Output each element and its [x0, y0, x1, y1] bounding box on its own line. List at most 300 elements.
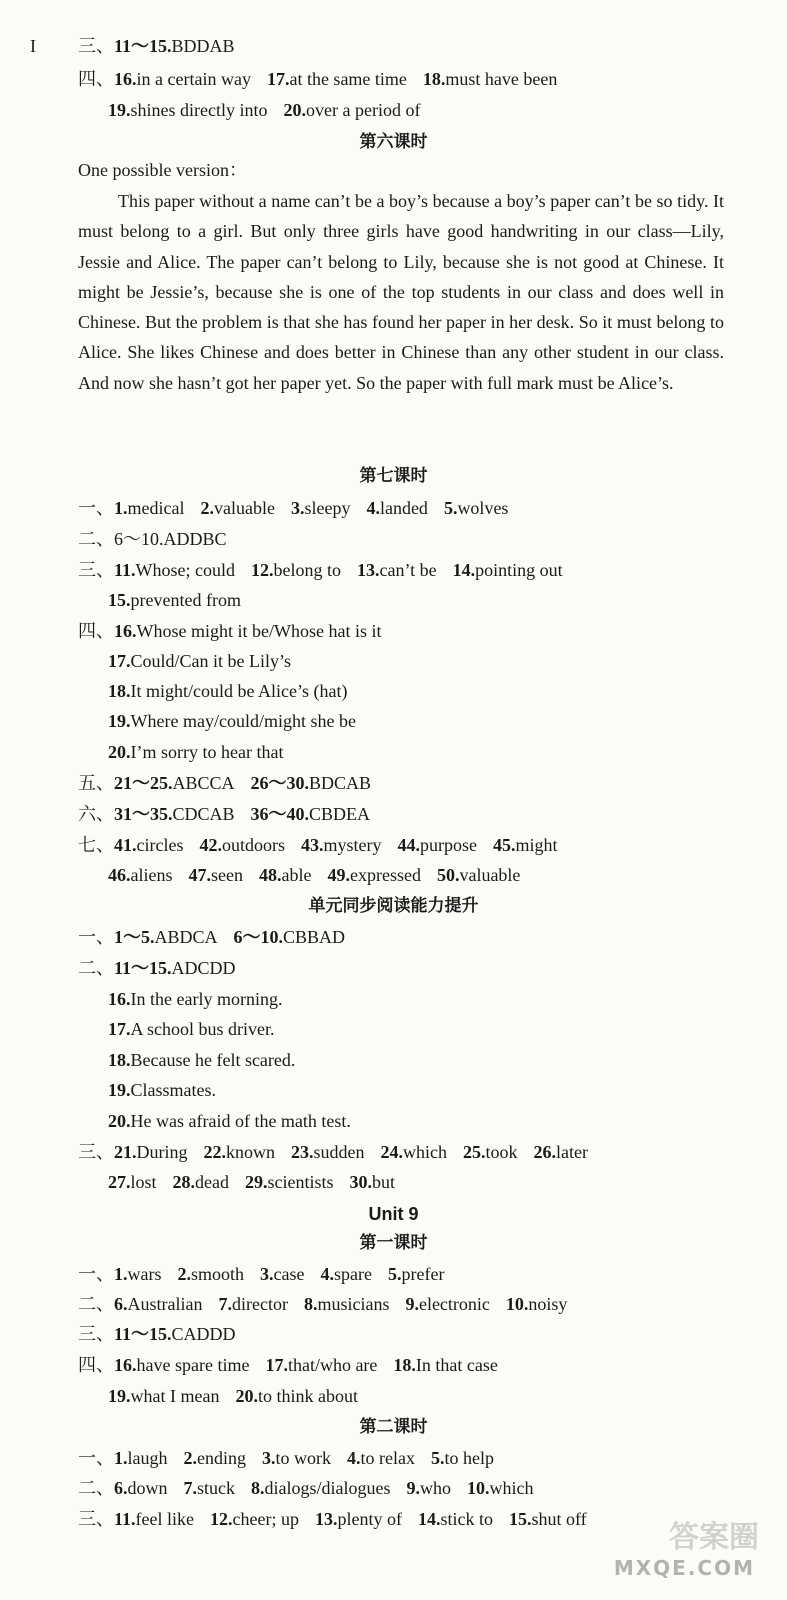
answer-line [108, 1381, 757, 1411]
question-number: 43. [300, 835, 324, 855]
question-number: 2. [183, 1448, 197, 1468]
answer-text: to think about [257, 1386, 358, 1406]
answer-item [114, 36, 235, 56]
answer-line [78, 768, 757, 798]
answer-text: dialogs/dialogues [264, 1478, 391, 1498]
answer-line [78, 953, 757, 983]
answer-text: director [231, 1294, 288, 1314]
answer-item [251, 804, 371, 824]
lesson-heading: 第一课时 [359, 1233, 428, 1253]
margin-mark: I [30, 36, 36, 56]
answer-item [260, 1264, 304, 1284]
question-number: 11～15. [114, 1324, 172, 1344]
question-number: 16. [108, 989, 131, 1009]
question-number: 13. [314, 1509, 338, 1529]
answer-item [321, 1264, 372, 1284]
answer-item [114, 69, 251, 89]
answer-line [78, 922, 757, 952]
answer-item [259, 865, 311, 885]
answer-text: CADDD [171, 1324, 236, 1344]
answer-line [78, 1137, 757, 1167]
question-number: 36～40. [250, 804, 310, 824]
answer-item [453, 560, 563, 580]
answer-line [78, 830, 757, 860]
answer-item [327, 865, 420, 885]
answer-item [245, 1172, 334, 1192]
answer-item [114, 927, 218, 947]
question-number: 18. [393, 1355, 416, 1375]
section-number: 三、 [78, 1324, 114, 1344]
question-number: 1. [114, 1264, 128, 1284]
answer-text: stuck [197, 1478, 235, 1498]
question-number: 9. [405, 1294, 419, 1314]
answer-line [108, 1167, 757, 1197]
question-number: 18. [108, 1050, 131, 1070]
answer-item [235, 1386, 358, 1406]
question-number: 17. [265, 1355, 288, 1375]
answer-text: Where may/could/might she be [130, 711, 356, 731]
question-number: 18. [108, 681, 131, 701]
question-number: 19. [108, 1386, 131, 1406]
section-number: 一、 [78, 498, 114, 518]
question-number: 46. [108, 865, 131, 885]
answer-text: known [226, 1142, 275, 1162]
answer-line [78, 1504, 757, 1534]
answer-item [114, 1448, 168, 1468]
answer-text: to relax [360, 1448, 415, 1468]
section-number: 三、 [78, 1142, 114, 1162]
answer-line [78, 1350, 757, 1380]
answer-item [114, 529, 227, 549]
answer-line [78, 524, 757, 554]
question-number: 47. [188, 865, 211, 885]
question-number: 18. [422, 69, 446, 89]
answer-item [381, 1142, 448, 1162]
answer-text: must have been [445, 69, 558, 89]
answer-item [357, 560, 437, 580]
answer-text: noisy [528, 1294, 568, 1314]
answer-line [78, 1473, 757, 1503]
question-number: 17. [108, 651, 131, 671]
section-number: 四、 [78, 1355, 114, 1375]
answer-item [114, 1509, 194, 1529]
answer-text: musicians [317, 1294, 390, 1314]
answer-text: can’t be [379, 560, 437, 580]
answer-line [108, 1014, 757, 1044]
answer-item [251, 1478, 390, 1498]
answer-text: medical [127, 498, 185, 518]
answer-text: CBBAD [283, 927, 346, 947]
answer-text: in a certain way [136, 69, 251, 89]
answer-item [114, 1264, 162, 1284]
watermark-url: MXQE.COM [613, 1556, 755, 1580]
lesson-heading: 第七课时 [359, 466, 428, 486]
section-number: 一、 [78, 927, 114, 947]
answer-text: scientists [267, 1172, 334, 1192]
answer-line [108, 585, 757, 615]
answer-item [218, 1294, 287, 1314]
question-number: 8. [303, 1294, 318, 1314]
answer-item [184, 1448, 247, 1468]
answer-item [463, 1142, 518, 1162]
answer-text: I’m sorry to hear that [130, 742, 284, 762]
answer-text: wars [127, 1264, 162, 1284]
answer-item [108, 1111, 351, 1131]
lesson-heading: 第六课时 [359, 132, 428, 152]
answer-text: pointing out [475, 560, 563, 580]
answer-text: down [127, 1478, 168, 1498]
answer-text: who [419, 1478, 451, 1498]
question-number: 14. [417, 1509, 441, 1529]
essay-paragraph: This paper without a name can’t be a boy’s because a boy’s paper can’t be so tidy. It must belong to a girl. But only three girls have good handwriting in our class—Lily, Jessie and Alice. The paper can’t belong to Lily, because she is not good at Chinese. It might be Jessie’s, because she is one of the top students in our class and does well in Chinese. But the problem is that she has found her paper in her desk. So it must belong to Alice. She likes Chinese and does better in Chinese than any other student in our class. And now she hasn’t got her paper yet. So the paper with full mark must be Alice’s. [78, 191, 724, 393]
answer-text: landed [379, 498, 428, 518]
answer-item [108, 865, 173, 885]
question-number: 16. [114, 1355, 137, 1375]
answer-text: mystery [323, 835, 382, 855]
section-number: 二、 [78, 1478, 114, 1498]
question-number: 26. [533, 1142, 557, 1162]
answer-text: aliens [130, 865, 173, 885]
answer-item [265, 1355, 377, 1375]
question-number: 14. [452, 560, 476, 580]
answer-text: feel like [135, 1509, 194, 1529]
question-number: 49. [327, 865, 350, 885]
question-number: 20. [108, 1111, 131, 1131]
answer-line [78, 1289, 757, 1319]
lesson-heading: 单元同步阅读能力提升 [308, 896, 479, 916]
question-number: 8. [251, 1478, 265, 1498]
section-number: 三、 [78, 560, 114, 580]
answer-item [444, 498, 509, 518]
question-number: 11～15. [114, 958, 172, 978]
answer-item [114, 1294, 202, 1314]
question-number: 30. [349, 1172, 372, 1192]
answer-item [114, 1324, 236, 1344]
question-number: 28. [172, 1172, 196, 1192]
answer-text: outdoors [221, 835, 285, 855]
answer-item [114, 1355, 249, 1375]
answer-text: Because he felt scared. [130, 1050, 296, 1070]
answer-item [467, 1478, 534, 1498]
answer-text: prevented from [130, 590, 241, 610]
answer-text: what I mean [130, 1386, 220, 1406]
question-number: 41. [114, 835, 137, 855]
answer-line [78, 1319, 757, 1349]
section-number: 二、 [78, 529, 114, 549]
answer-text: valuable [459, 865, 521, 885]
answer-text: over a period of [305, 100, 421, 120]
answer-item [405, 1294, 489, 1314]
answer-text: It might/could be Alice’s (hat) [130, 681, 348, 701]
answer-text: prefer [401, 1264, 445, 1284]
section-number: 七、 [78, 835, 114, 855]
question-number: 10. [505, 1294, 529, 1314]
question-number: 26～30. [250, 773, 310, 793]
question-number: 13. [357, 560, 380, 580]
question-number: 16. [114, 621, 137, 641]
answer-item [108, 681, 347, 701]
answer-text: might [515, 835, 558, 855]
answer-item [347, 1448, 415, 1468]
answer-text: laugh [127, 1448, 168, 1468]
answer-text: 6～10.ADDBC [114, 529, 227, 549]
question-number: 17. [108, 1019, 131, 1039]
section-number: 三、 [78, 36, 114, 56]
question-number: 19. [108, 1080, 131, 1100]
answer-item [108, 989, 282, 1009]
answer-line [78, 555, 757, 585]
answer-item [108, 590, 241, 610]
watermark [587, 1520, 777, 1594]
section-number: 一、 [78, 1448, 114, 1468]
answer-text: Could/Can it be Lily’s [130, 651, 291, 671]
answer-text: A school bus driver. [130, 1019, 275, 1039]
answer-item [251, 773, 372, 793]
answer-item [291, 1142, 365, 1162]
question-number: 4. [347, 1448, 361, 1468]
answer-text: case [273, 1264, 305, 1284]
answer-item [301, 835, 382, 855]
answer-item [350, 1172, 396, 1192]
answer-line [108, 737, 757, 767]
question-number: 10. [466, 1478, 490, 1498]
question-number: 12. [251, 560, 274, 580]
answer-text: to work [275, 1448, 331, 1468]
question-number: 20. [235, 1386, 258, 1406]
answer-text: plenty of [337, 1509, 402, 1529]
answer-item [291, 498, 350, 518]
question-number: 6. [114, 1294, 128, 1314]
question-number: 4. [320, 1264, 334, 1284]
question-number: 19. [108, 100, 131, 120]
answer-text: BDCAB [309, 773, 372, 793]
answer-text: Australian [127, 1294, 203, 1314]
question-number: 9. [406, 1478, 420, 1498]
answer-item [114, 835, 183, 855]
question-number: 48. [258, 865, 282, 885]
answer-item [114, 621, 381, 641]
answer-item [108, 651, 291, 671]
answer-line [108, 860, 757, 890]
answer-item [114, 1142, 188, 1162]
answer-item [210, 1509, 299, 1529]
question-number: 1～5. [114, 927, 155, 947]
answer-item [204, 1142, 276, 1162]
answer-item [114, 804, 235, 824]
answer-item [509, 1509, 587, 1529]
question-number: 45. [492, 835, 516, 855]
answer-text: shut off [531, 1509, 587, 1529]
answer-text: sleepy [304, 498, 351, 518]
answer-line [78, 616, 757, 646]
answer-text: that/who are [287, 1355, 378, 1375]
answer-line [108, 95, 757, 125]
answer-text: circles [136, 835, 184, 855]
answer-line [108, 676, 757, 706]
answer-text: shines directly into [130, 100, 268, 120]
answer-item [114, 560, 235, 580]
answer-text: belong to [273, 560, 341, 580]
answer-text: Whose might it be/Whose hat is it [136, 621, 382, 641]
answer-text: able [281, 865, 312, 885]
question-number: 6～10. [233, 927, 284, 947]
answer-text: which [489, 1478, 534, 1498]
question-number: 5. [387, 1264, 402, 1284]
answer-item [108, 1172, 157, 1192]
section-number: 二、 [78, 1294, 114, 1314]
question-number: 20. [283, 100, 306, 120]
question-number: 16. [114, 69, 137, 89]
answer-text: at the same time [289, 69, 407, 89]
answer-item [108, 742, 283, 762]
question-number: 2. [177, 1264, 191, 1284]
section-number: 五、 [78, 773, 114, 793]
question-number: 19. [108, 711, 131, 731]
answer-item [114, 773, 235, 793]
lesson-heading: 第二课时 [359, 1417, 428, 1437]
answer-item [178, 1264, 245, 1284]
answer-line [78, 799, 757, 829]
answer-text: seen [211, 865, 243, 885]
answer-text: wolves [457, 498, 509, 518]
answer-item [108, 1386, 219, 1406]
answer-text: In the early morning. [130, 989, 283, 1009]
answer-text: but [372, 1172, 396, 1192]
question-number: 11. [114, 560, 136, 580]
answer-item [304, 1294, 390, 1314]
answer-item [262, 1448, 331, 1468]
answer-item [251, 560, 341, 580]
answer-line [108, 1106, 757, 1136]
answer-line [108, 646, 757, 676]
question-number: 24. [380, 1142, 403, 1162]
answer-line [108, 1075, 757, 1105]
answer-item [108, 711, 356, 731]
question-number: 11～15. [114, 36, 172, 56]
answer-text: Whose; could [135, 560, 235, 580]
answer-text: to help [444, 1448, 494, 1468]
answer-item [315, 1509, 402, 1529]
answer-item [366, 498, 427, 518]
answer-text: In that case [415, 1355, 498, 1375]
answer-text: During [136, 1142, 188, 1162]
question-number: 4. [366, 498, 380, 518]
answer-item [114, 498, 184, 518]
answer-item [199, 835, 285, 855]
answer-line [78, 31, 757, 61]
answer-item [108, 1019, 275, 1039]
question-number: 7. [218, 1294, 232, 1314]
answer-text: lost [130, 1172, 157, 1192]
answer-item [173, 1172, 229, 1192]
question-number: 7. [183, 1478, 197, 1498]
answer-item [184, 1478, 236, 1498]
question-number: 17. [266, 69, 290, 89]
answer-line [78, 64, 757, 94]
question-number: 12. [209, 1509, 233, 1529]
answer-line [108, 706, 757, 736]
answer-line [108, 984, 757, 1014]
answer-line [78, 1259, 757, 1289]
question-number: 15. [508, 1509, 532, 1529]
question-number: 22. [203, 1142, 226, 1162]
question-number: 21～25. [114, 773, 173, 793]
question-number: 21. [114, 1142, 137, 1162]
section-number: 三、 [78, 1509, 114, 1529]
answer-text: ending [197, 1448, 246, 1468]
answer-item [397, 835, 477, 855]
question-number: 25. [463, 1142, 486, 1162]
section-number: 二、 [78, 958, 114, 978]
question-number: 31～35. [114, 804, 173, 824]
question-number: 44. [397, 835, 420, 855]
section-number: 四、 [78, 621, 114, 641]
question-number: 23. [291, 1142, 314, 1162]
answer-text: He was afraid of the math test. [130, 1111, 351, 1131]
question-number: 5. [443, 498, 458, 518]
answer-text: ABDCA [154, 927, 218, 947]
answer-item [114, 958, 236, 978]
question-number: 3. [260, 1264, 274, 1284]
question-number: 6. [114, 1478, 128, 1498]
answer-text: Classmates. [130, 1080, 216, 1100]
section-number: 一、 [78, 1264, 114, 1284]
watermark-cn: 答案圈 [669, 1520, 759, 1555]
question-number: 27. [108, 1172, 131, 1192]
answer-text: electronic [418, 1294, 490, 1314]
answer-text: spare [334, 1264, 372, 1284]
answer-item [506, 1294, 568, 1314]
question-number: 15. [108, 590, 131, 610]
section-number: 六、 [78, 804, 114, 824]
answer-item [108, 1080, 216, 1100]
question-number: 29. [245, 1172, 268, 1192]
answer-text: stick to [440, 1509, 493, 1529]
question-number: 20. [108, 742, 131, 762]
answer-line [78, 493, 757, 523]
answer-text: expressed [349, 865, 421, 885]
question-number: 1. [114, 498, 128, 518]
answer-item [283, 100, 420, 120]
question-number: 3. [290, 498, 305, 518]
answer-item [388, 1264, 444, 1284]
question-number: 2. [200, 498, 214, 518]
question-number: 50. [436, 865, 460, 885]
answer-text: CBDEA [309, 804, 371, 824]
answer-item [114, 1478, 168, 1498]
answer-text: ADCDD [171, 958, 236, 978]
answer-text: have spare time [136, 1355, 250, 1375]
version-label: One possible version： [78, 160, 247, 180]
answer-item [108, 100, 267, 120]
answer-item [234, 927, 346, 947]
answer-item [393, 1355, 497, 1375]
answer-text: took [485, 1142, 518, 1162]
answer-text: dead [195, 1172, 229, 1192]
answer-text: BDDAB [171, 36, 235, 56]
answer-item [437, 865, 520, 885]
answer-item [267, 69, 407, 89]
answer-line [108, 1045, 757, 1075]
question-number: 1. [114, 1448, 128, 1468]
answer-text: cheer; up [232, 1509, 299, 1529]
answer-item [534, 1142, 588, 1162]
answer-item [406, 1478, 451, 1498]
answer-text: smooth [191, 1264, 245, 1284]
answer-item [423, 69, 557, 89]
answer-text: ABCCA [172, 773, 235, 793]
answer-item [431, 1448, 494, 1468]
